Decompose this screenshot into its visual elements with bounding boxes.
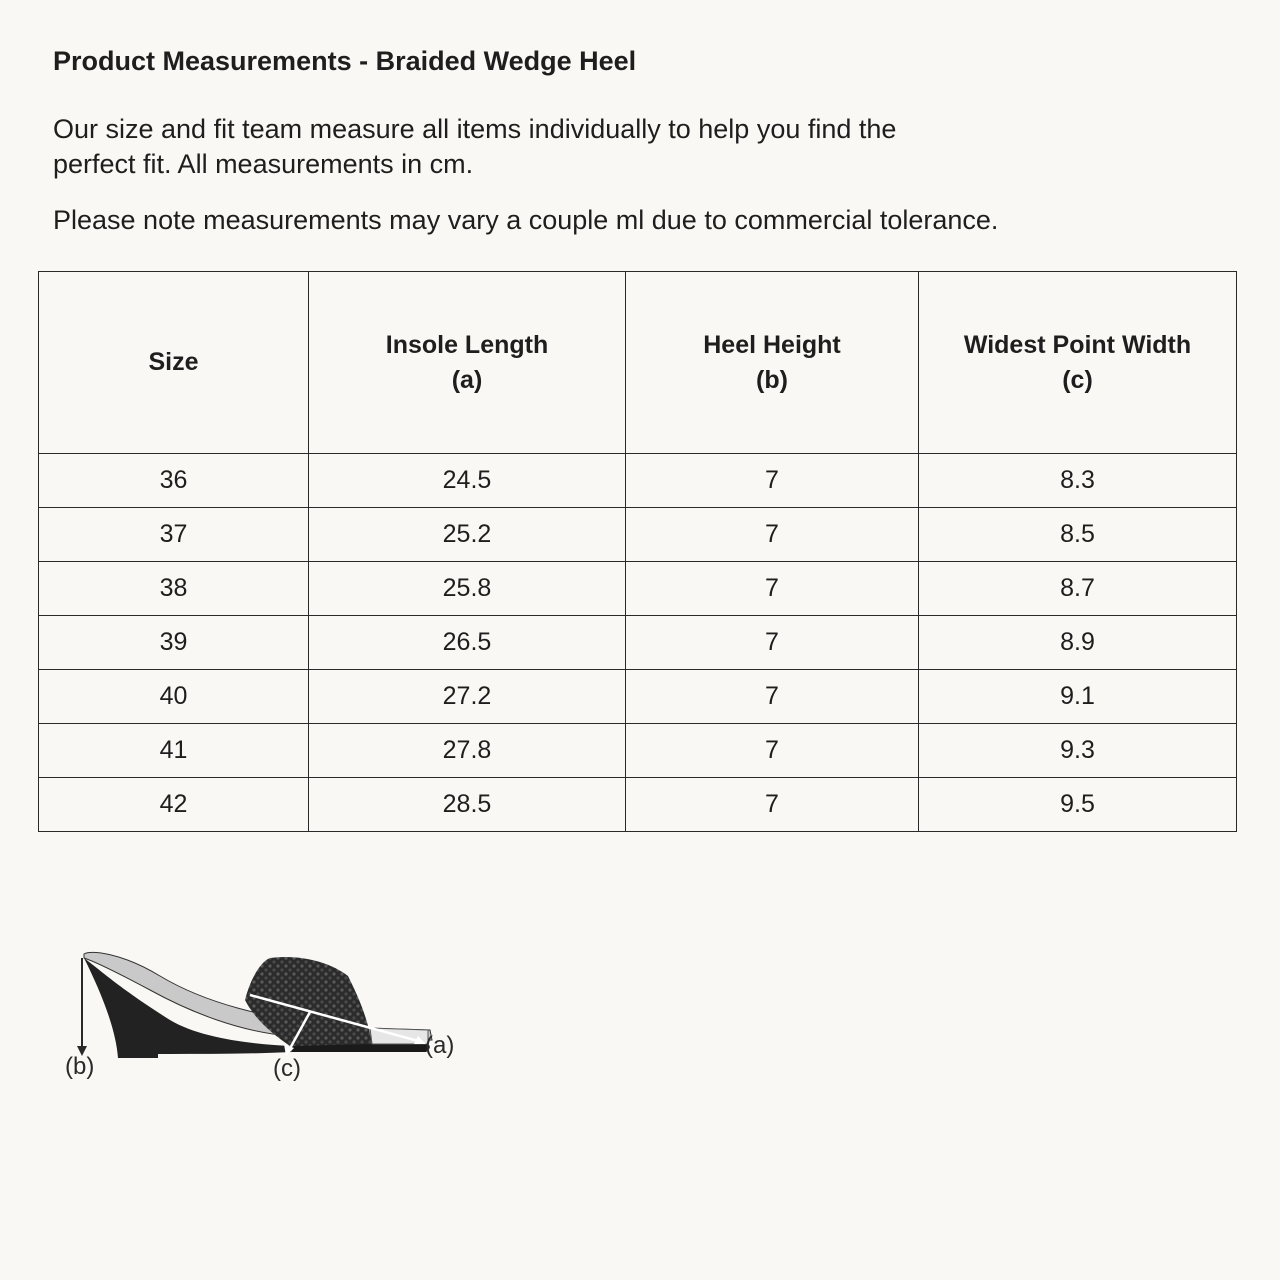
- cell-insole-length: 26.5: [309, 616, 626, 670]
- cell-size: 36: [39, 454, 309, 508]
- tolerance-note: Please note measurements may vary a couple ml due to commercial tolerance.: [53, 205, 999, 235]
- table-row: [39, 724, 1237, 778]
- cell-insole-length: 27.8: [309, 724, 626, 778]
- header-size-label: Size: [148, 348, 199, 376]
- cell-insole-length: 24.5: [309, 454, 626, 508]
- cell-heel-height: 7: [626, 724, 919, 778]
- cell-widest-width: 8.3: [919, 454, 1237, 508]
- cell-insole-length: 25.8: [309, 562, 626, 616]
- header-insole-length: [309, 272, 626, 454]
- shoe-measurement-diagram: [60, 940, 480, 1090]
- cell-heel-height: 7: [626, 616, 919, 670]
- header-size: [39, 272, 309, 454]
- header-heel-height-label: Heel Height: [703, 330, 841, 359]
- header-heel-height: [626, 272, 919, 454]
- cell-heel-height: 7: [626, 508, 919, 562]
- label-a: (a): [425, 1032, 455, 1059]
- table-row: [39, 616, 1237, 670]
- cell-size: 38: [39, 562, 309, 616]
- header-heel-height-sub: (b): [756, 365, 788, 394]
- cell-size: 42: [39, 778, 309, 832]
- shoe-illustration: [60, 940, 480, 1090]
- cell-size: 37: [39, 508, 309, 562]
- cell-widest-width: 9.5: [919, 778, 1237, 832]
- cell-insole-length: 27.2: [309, 670, 626, 724]
- label-c: (c): [273, 1055, 301, 1082]
- cell-heel-height: 7: [626, 454, 919, 508]
- cell-insole-length: 25.2: [309, 508, 626, 562]
- cell-size: 39: [39, 616, 309, 670]
- size-chart-table: [38, 271, 1237, 832]
- intro-text: Our size and fit team measure all items individually to help you find the perfect fit. All measurements in cm.: [53, 114, 897, 179]
- cell-size: 41: [39, 724, 309, 778]
- cell-widest-width: 9.3: [919, 724, 1237, 778]
- cell-widest-width: 8.9: [919, 616, 1237, 670]
- cell-heel-height: 7: [626, 778, 919, 832]
- header-widest-width-sub: (c): [1062, 365, 1093, 394]
- label-b: (b): [65, 1053, 95, 1080]
- cell-widest-width: 9.1: [919, 670, 1237, 724]
- table-row: [39, 562, 1237, 616]
- table-row: [39, 778, 1237, 832]
- table-row: [39, 670, 1237, 724]
- cell-size: 40: [39, 670, 309, 724]
- header-widest-point-width: [919, 272, 1237, 454]
- header-insole-length-label: Insole Length: [385, 330, 549, 359]
- header-widest-width-label: Widest Point Width: [963, 330, 1192, 359]
- page-title: Product Measurements - Braided Wedge Heel: [53, 46, 637, 76]
- cell-heel-height: 7: [626, 562, 919, 616]
- cell-widest-width: 8.7: [919, 562, 1237, 616]
- table-row: [39, 454, 1237, 508]
- table-row: [39, 508, 1237, 562]
- header-insole-length-sub: (a): [451, 365, 483, 394]
- cell-widest-width: 8.5: [919, 508, 1237, 562]
- table-header-row: [39, 272, 1237, 454]
- cell-heel-height: 7: [626, 670, 919, 724]
- cell-insole-length: 28.5: [309, 778, 626, 832]
